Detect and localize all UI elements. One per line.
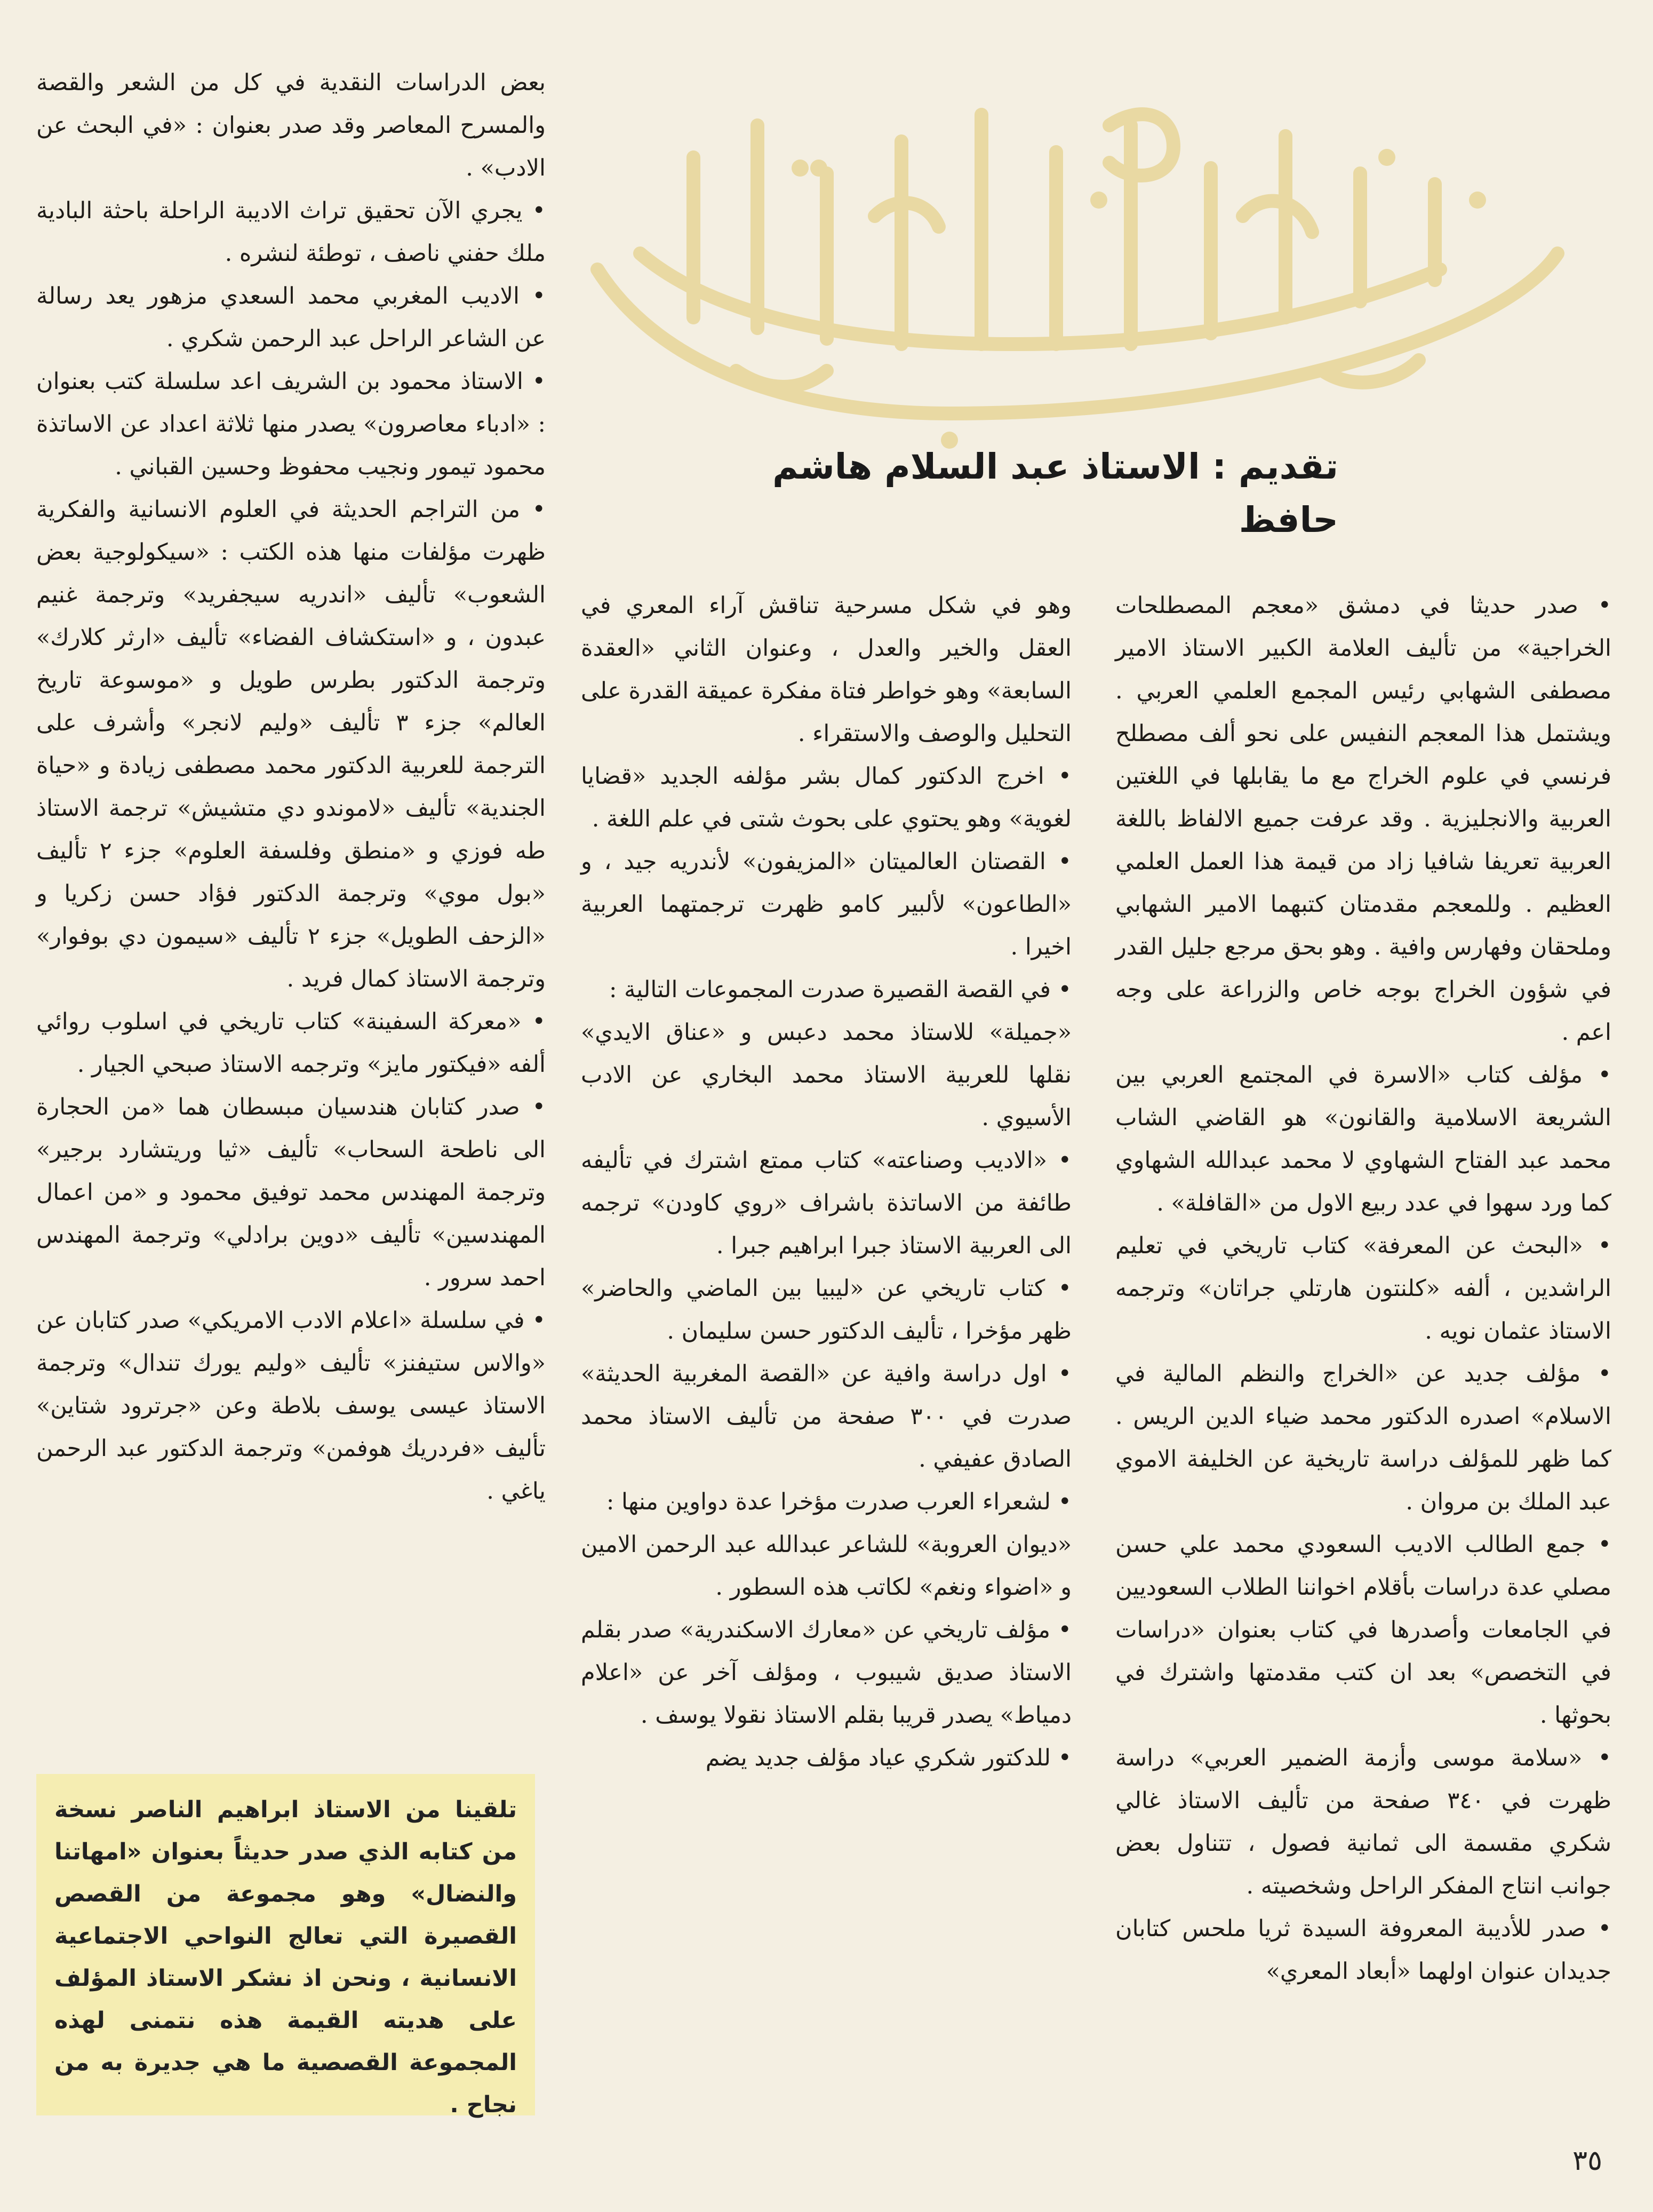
page-number: ٣٥ [1572, 2145, 1602, 2177]
news-item: • مؤلف تاريخي عن «معارك الاسكندرية» صدر بقلم الاستاذ صديق شيبوب ، ومؤلف آخر عن «اعلام دمياط» يصدر قريبا بقلم الاستاذ نقولا يوسف . [581, 1609, 1072, 1737]
news-item: • صدر كتابان هندسيان مبسطان هما «من الحجارة الى ناطحة السحاب» تأليف «ثيا وريتشارد برجير» وترجمة المهندس محمد توفيق محمود و «من اعمال المهندسين» تأليف «دوين برادلي» وترجمة المهندس احمد سرور . [36, 1086, 546, 1299]
acknowledgement-note-box [36, 1774, 535, 2118]
news-item: • «سلامة موسى وأزمة الضمير العربي» دراسة ظهرت في ٣٤٠ صفحة من تأليف الاستاذ غالي شكري مقسمة الى ثمانية فصول ، تتناول بعض جوانب انتاج المفكر الراحل وشخصيته . [1115, 1737, 1611, 1907]
news-item: • الاستاذ محمود بن الشريف اعد سلسلة كتب بعنوان : «ادباء معاصرون» يصدر منها ثلاثة اعداد عن الاساتذة محمود تيمور ونجيب محفوظ وحسين القباني . [36, 360, 546, 488]
news-item: • «الاديب وصناعته» كتاب ممتع اشترك في تأليفه طائفة من الاساتذة باشراف «روي كاودن» ترجمه الى العربية الاستاذ جبرا ابراهيم جبرا . [581, 1139, 1072, 1267]
news-item: • لشعراء العرب صدرت مؤخرا عدة دواوين منها : [581, 1481, 1072, 1523]
news-item: • صدر حديثا في دمشق «معجم المصطلحات الخراجية» من تأليف العلامة الكبير الاستاذ الامير مصطفى الشهابي رئيس المجمع العلمي العربي . ويشتمل هذا المعجم النفيس على نحو ألف مصطلح فرنسي في علوم الخراج مع ما يقابلها في اللغتين العربية والانجليزية . وقد عرفت جميع الالفاظ باللغة العربية تعريفا شافيا زاد من قيمة هذا العمل العلمي العظيم . وللمعجم مقدمتان كتبهما الامير الشهابي وملحقان وفهارس وافية . وهو بحق مرجع جليل القدر في شؤون الخراج بوجه خاص والزراعة على وجه اعم . [1115, 584, 1611, 1054]
news-item: • «معركة السفينة» كتاب تاريخي في اسلوب روائي ألفه «فيكتور مايز» وترجمه الاستاذ صبحي الجيار . [36, 1000, 546, 1086]
news-item: • للدكتور شكري عياد مؤلف جديد يضم [581, 1737, 1072, 1779]
news-item: • كتاب تاريخي عن «ليبيا بين الماضي والحاضر» ظهر مؤخرا ، تأليف الدكتور حسن سليمان . [581, 1267, 1072, 1352]
news-item: • القصتان العالميتان «المزيفون» لأندريه جيد ، و «الطاعون» لألبير كامو ظهرت ترجمتهما العربية اخيرا . [581, 840, 1072, 968]
article-column-right [1115, 584, 1611, 2131]
news-item: • مؤلف كتاب «الاسرة في المجتمع العربي بين الشريعة الاسلامية والقانون» هو القاضي الشاب محمد عبد الفتاح الشهاوي لا محمد عبدالله الشهاوي كما ورد سهوا في عدد ربيع الاول من «القافلة» . [1115, 1054, 1611, 1224]
news-item: • في القصة القصيرة صدرت المجموعات التالية : [581, 968, 1072, 1011]
news-item: • جمع الطالب الاديب السعودي محمد علي حسن مصلي عدة دراسات بأقلام اخواننا الطلاب السعوديين في الجامعات وأصدرها في كتاب بعنوان «دراسات في التخصص» بعد ان كتب مقدمتها واشترك في بحوثها . [1115, 1523, 1611, 1737]
news-item: • يجري الآن تحقيق تراث الاديبة الراحلة باحثة البادية ملك حفني ناصف ، توطئة لنشره . [36, 189, 546, 275]
news-item: «جميلة» للاستاذ محمد دعبس و «عناق الايدي» نقلها للعربية الاستاذ محمد البخاري عن الادب الأسيوي . [581, 1019, 1072, 1131]
note-text: تلقينا من الاستاذ ابراهيم الناصر نسخة من كتابه الذي صدر حديثاً بعنوان «امهاتنا والنضال» وهو مجموعة من القصص القصيرة التي تعالج النواحي الاجتماعية الانسانية ، ونحن اذ نشكر الاستاذ المؤلف على هديته القيمة هذه نتمنى لهذه المجموعة القصصية ما هي جديرة به من نجاح . [54, 1796, 517, 2118]
article-column-left [36, 61, 546, 1875]
news-item: • اخرج الدكتور كمال بشر مؤلفه الجديد «قضايا لغوية» وهو يحتوي على بحوث شتى في علم اللغة . [581, 755, 1072, 840]
news-item: وهو في شكل مسرحية تناقش آراء المعري في العقل والخير والعدل ، وعنوان الثاني «العقدة السابعة» وهو خواطر فتاة مفكرة عميقة القدرة على التحليل والوصف والاستقراء . [581, 592, 1072, 747]
article-column-middle [581, 584, 1072, 2131]
news-item: • «البحث عن المعرفة» كتاب تاريخي في تعليم الراشدين ، ألفه «كلنتون هارتلي جراتان» وترجمه الاستاذ عثمان نويه . [1115, 1224, 1611, 1352]
news-item: • الاديب المغربي محمد السعدي مزهور يعد رسالة عن الشاعر الراحل عبد الرحمن شكري . [36, 275, 546, 360]
news-item: • اول دراسة وافية عن «القصة المغربية الحديثة» صدرت في ٣٠٠ صفحة من تأليف الاستاذ محمد الصادق عفيفي . [581, 1352, 1072, 1481]
news-item: • صدر للأديبة المعروفة السيدة ثريا ملحس كتابان جديدان عنوان اولهما «أبعاد المعري» [1115, 1907, 1611, 1993]
news-item: • في سلسلة «اعلام الادب الامريكي» صدر كتابان عن «والاس ستيفنز» تأليف «وليم يورك تندال» وترجمة الاستاذ عيسى يوسف بلاطة وعن «جرترود شتاين» تأليف «فردريك هوفمن» وترجمة الدكتور عبد الرحمن ياغي . [36, 1299, 546, 1513]
news-item: • مؤلف جديد عن «الخراج والنظم المالية في الاسلام» اصدره الدكتور محمد ضياء الدين الريس . كما ظهر للمؤلف دراسة تاريخية عن الخليفة الاموي عبد الملك بن مروان . [1115, 1352, 1611, 1523]
news-item: • من التراجم الحديثة في العلوم الانسانية والفكرية ظهرت مؤلفات منها هذه الكتب : «سيكولوجية بعض الشعوب» تأليف «اندريه سيجفريد» وترجمة غنيم عبدون ، و «استكشاف الفضاء» تأليف «ارثر كلارك» وترجمة الدكتور بطرس طويل و «موسوعة تاريخ العالم» جزء ٣ تأليف «وليم لانجر» وأشرف على الترجمة للعربية الدكتور محمد مصطفى زيادة و «حياة الجندية» تأليف «لاموندو دي متشيش» ترجمة الاستاذ طه فوزي و «منطق وفلسفة العلوم» جزء ٢ تأليف «بول موي» وترجمة الدكتور فؤاد حسن زكريا و «الزحف الطويل» جزء ٢ تأليف «سيمون دي بوفوار» وترجمة الاستاذ كمال فريد . [36, 488, 546, 1000]
news-item: بعض الدراسات النقدية في كل من الشعر والقصة والمسرح المعاصر وقد صدر بعنوان : «في البحث عن الادب» . [36, 69, 546, 181]
presenter-byline: تقديم : الاستاذ عبد السلام هاشم حافظ [772, 446, 1338, 540]
news-item: «ديوان العروبة» للشاعر عبدالله عبد الرحمن الامين و «اضواء ونغم» لكاتب هذه السطور . [581, 1531, 1072, 1601]
calligraphy-title-art [576, 93, 1574, 456]
